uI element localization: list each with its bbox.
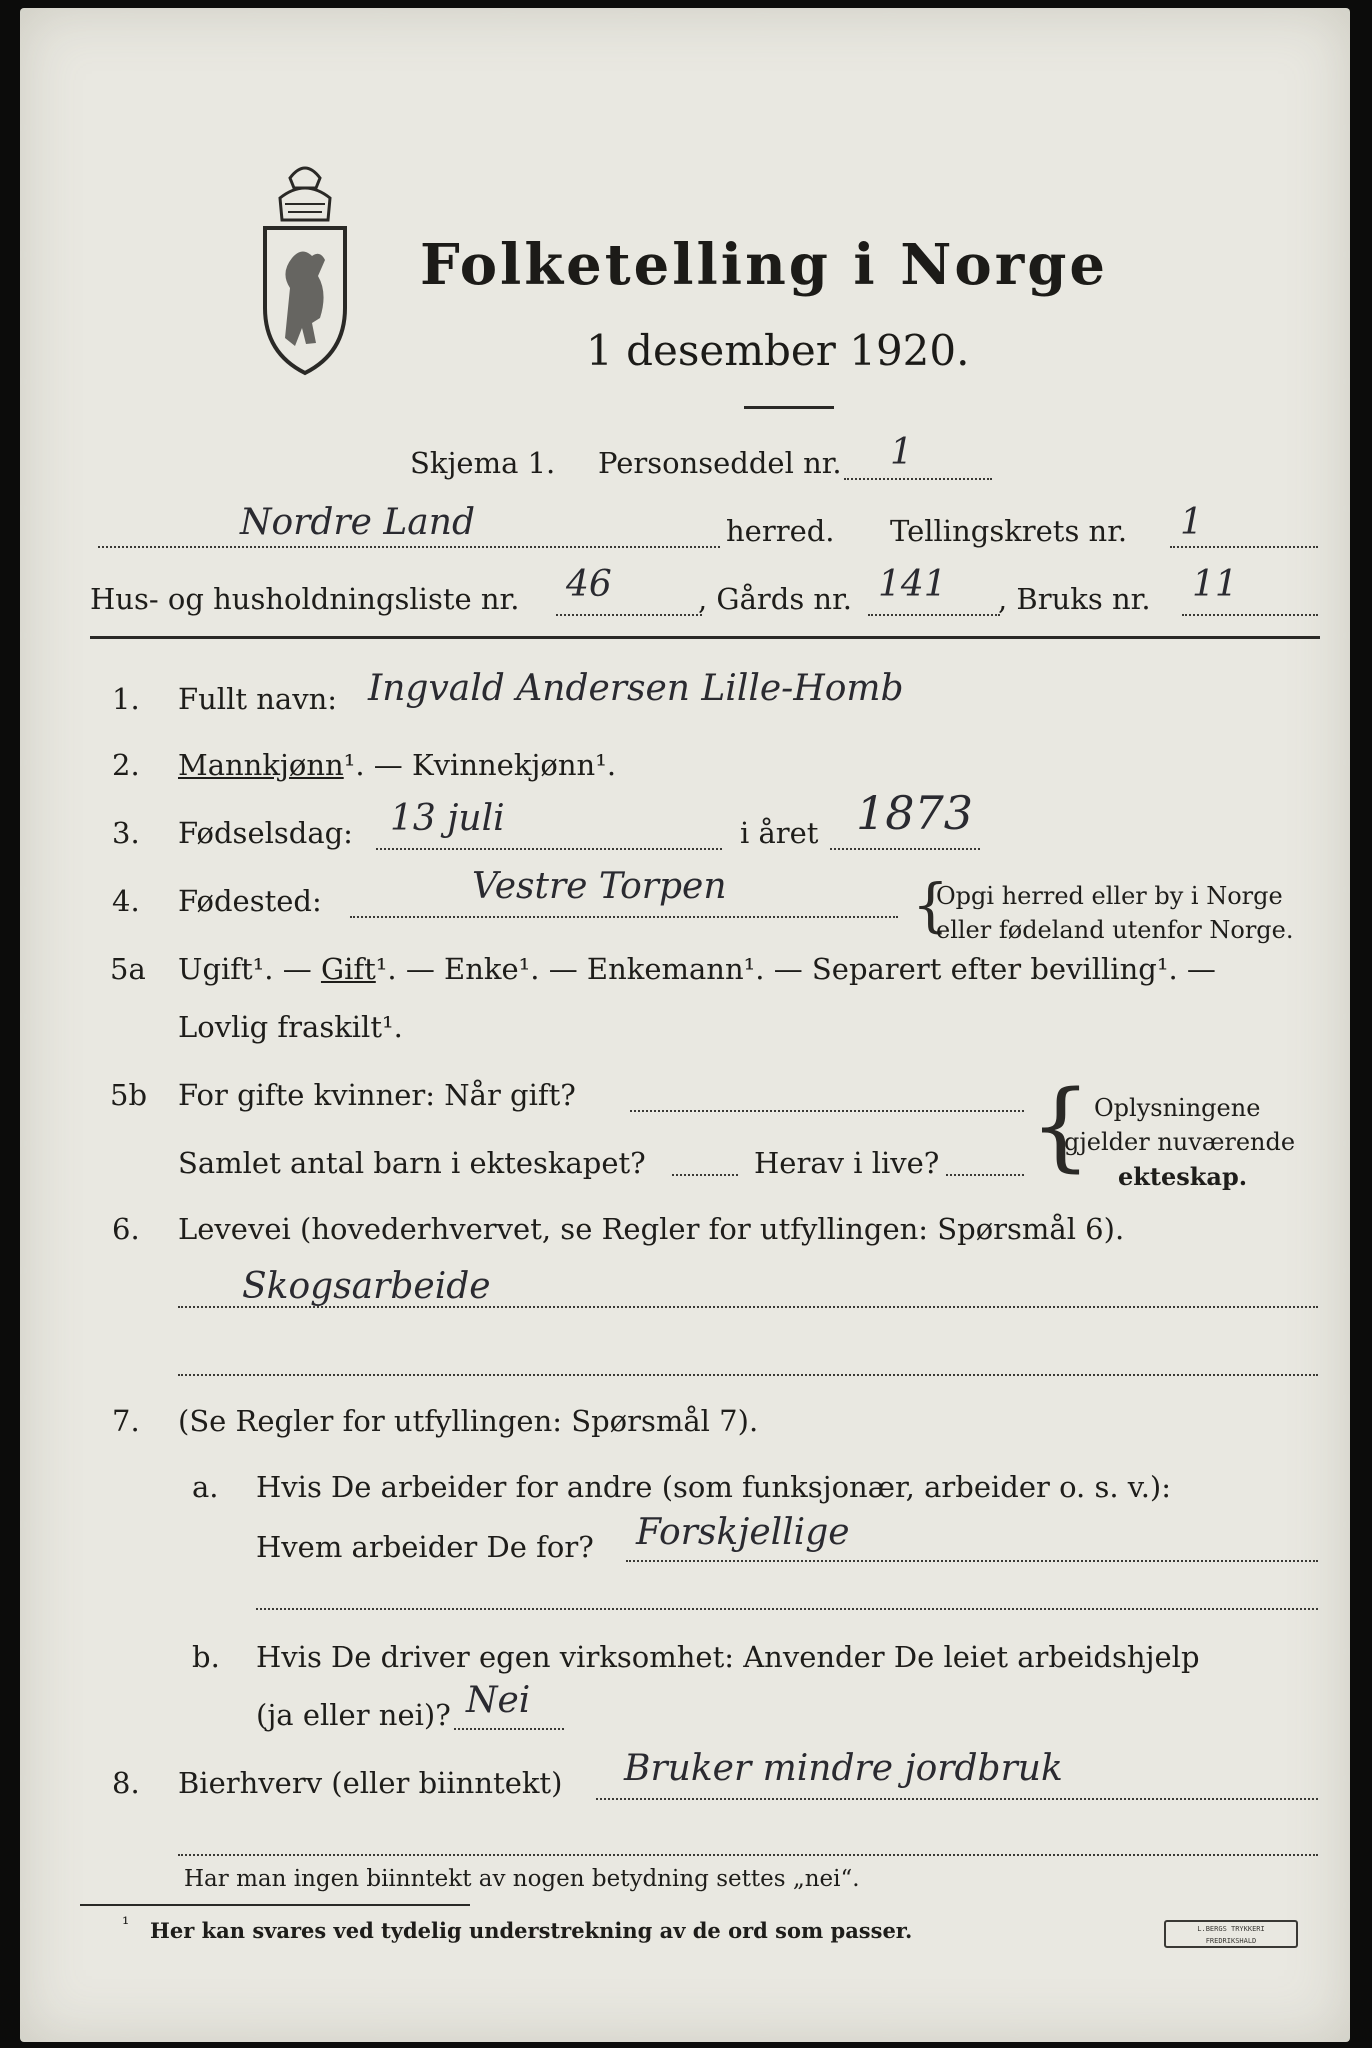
form-title: Folketelling i Norge — [420, 232, 1109, 298]
gift-option[interactable]: Gift — [320, 952, 376, 986]
no-income-note: Har man ingen biinntekt av nogen betydning settes „nei“. — [184, 1866, 860, 1892]
bruks-line — [1182, 614, 1318, 616]
q4-note-line1: Opgi herred eller by i Norge — [936, 882, 1283, 910]
footnote-text: Her kan svares ved tydelig understrekning av de ord som passer. — [150, 1918, 913, 1943]
herred-label: herred. — [726, 514, 835, 548]
q7a-line1: Hvis De arbeider for andre (som funksjonær, arbeider o. s. v.): — [256, 1470, 1172, 1504]
kvinnekjonn-option[interactable]: Kvinnekjønn — [412, 748, 596, 782]
q8-number: 8. — [112, 1766, 140, 1800]
q4-note-line2: eller fødeland utenfor Norge. — [936, 916, 1294, 944]
employer-value[interactable]: Forskjellige — [636, 1512, 850, 1553]
q3-year-label: i året — [740, 816, 819, 850]
occupation-value[interactable]: Skogsarbeide — [242, 1266, 491, 1307]
personseddel-line — [844, 478, 992, 480]
header-divider — [744, 406, 834, 409]
q7b-letter: b. — [192, 1640, 220, 1674]
husliste-value[interactable]: 46 — [566, 564, 612, 605]
lovlig-fraskilt-option[interactable]: Lovlig fraskilt¹. — [178, 1010, 403, 1044]
q8-label: Bierhverv (eller biinntekt) — [178, 1766, 563, 1800]
gards-line — [868, 614, 1000, 616]
q7-label: (Se Regler for utfyllingen: Spørsmål 7). — [178, 1404, 759, 1438]
skjema-label: Skjema 1. — [410, 446, 556, 480]
q6-label: Levevei (hovederhvervet, se Regler for utfyllingen: Spørsmål 6). — [178, 1212, 1125, 1246]
husliste-line — [556, 614, 702, 616]
birthplace-line — [350, 916, 898, 918]
q2-separator: ¹. — — [343, 748, 412, 782]
q7a-line2: Hvem arbeider De for? — [256, 1530, 594, 1564]
q5b-note-brace: { — [1030, 1070, 1092, 1182]
hired-help-line — [454, 1728, 564, 1730]
q2-end: ¹. — [595, 748, 617, 782]
tellingskrets-label: Tellingskrets nr. — [890, 514, 1128, 548]
employer-line — [626, 1560, 1318, 1562]
gards-value[interactable]: 141 — [878, 564, 947, 605]
q3-label: Fødselsdag: — [178, 816, 353, 850]
occupation-line-1 — [178, 1306, 1318, 1308]
q7b-line2: (ja eller nei)? — [256, 1698, 451, 1732]
q3-number: 3. — [112, 816, 140, 850]
q1-number: 1. — [112, 682, 140, 716]
q2-number: 2. — [112, 748, 140, 782]
q5b-alive-label: Herav i live? — [754, 1146, 940, 1180]
printer-stamp-text: L.BERGS TRYKKERI FREDRIKSHALD — [1197, 1925, 1265, 1945]
section-divider — [90, 636, 1320, 639]
birth-year-value[interactable]: 1873 — [856, 786, 974, 840]
q5b-children-label: Samlet antal barn i ekteskapet? — [178, 1146, 646, 1180]
q5b-married-when-label: For gifte kvinner: Når gift? — [178, 1078, 576, 1112]
birthday-line — [376, 848, 722, 850]
side-income-value[interactable]: Bruker mindre jordbruk — [624, 1748, 1063, 1789]
side-income-line — [596, 1798, 1318, 1800]
q7a-letter: a. — [192, 1470, 219, 1504]
birthplace-value[interactable]: Vestre Torpen — [472, 866, 727, 907]
census-date: 1 desember 1920. — [586, 326, 970, 375]
q4-number: 4. — [112, 884, 140, 918]
side-income-line-2 — [178, 1854, 1318, 1856]
norwegian-coat-of-arms-icon — [250, 158, 360, 378]
bruks-label: , Bruks nr. — [998, 582, 1151, 616]
q7b-line1: Hvis De driver egen virksomhet: Anvender De leiet arbeidshjelp — [256, 1640, 1200, 1674]
census-form-sheet — [20, 8, 1350, 2042]
married-when-line — [630, 1110, 1024, 1112]
full-name-value[interactable]: Ingvald Andersen Lille-Homb — [368, 668, 904, 709]
q4-note-brace: { — [912, 871, 949, 939]
printer-stamp — [1164, 1920, 1298, 1948]
q1-label: Fullt navn: — [178, 682, 338, 716]
q5a-number: 5a — [110, 952, 146, 986]
gards-label: , Gårds nr. — [698, 582, 852, 616]
herred-line — [98, 546, 720, 548]
personseddel-label: Personseddel nr. — [598, 446, 842, 480]
q5b-note-line2: gjelder nuværende — [1064, 1128, 1296, 1156]
children-total-line — [672, 1174, 738, 1176]
q5b-note-line1: Oplysningene — [1094, 1094, 1261, 1122]
ugift-option[interactable]: Ugift¹. — — [178, 952, 321, 986]
personseddel-value[interactable]: 1 — [890, 432, 913, 473]
q7-number: 7. — [112, 1404, 140, 1438]
birth-year-line — [830, 848, 980, 850]
q2-gender-options — [178, 748, 616, 782]
tellingskrets-value[interactable]: 1 — [1180, 502, 1203, 543]
q5b-number: 5b — [110, 1078, 148, 1112]
herred-value[interactable]: Nordre Land — [240, 502, 475, 543]
employer-line-2 — [256, 1608, 1318, 1610]
q5a-marital-options — [178, 952, 1216, 986]
tellingskrets-line — [1170, 546, 1318, 548]
bruks-value[interactable]: 11 — [1192, 564, 1238, 605]
q5b-note-line3: ekteskap. — [1118, 1162, 1248, 1191]
birthday-value[interactable]: 13 juli — [390, 798, 505, 839]
mannkjonn-option[interactable]: Mannkjønn — [178, 748, 344, 782]
footnote-divider — [80, 1904, 470, 1906]
children-alive-line — [946, 1174, 1024, 1176]
husliste-label: Hus- og husholdningsliste nr. — [90, 582, 520, 616]
other-marital-options[interactable]: ¹. — Enke¹. — Enkemann¹. — Separert efter bevilling¹. — — [375, 952, 1216, 986]
q4-label: Fødested: — [178, 884, 322, 918]
hired-help-value[interactable]: Nei — [466, 1680, 531, 1721]
q6-number: 6. — [112, 1212, 140, 1246]
occupation-line-2 — [178, 1374, 1318, 1376]
footnote-mark: ¹ — [122, 1914, 130, 1935]
